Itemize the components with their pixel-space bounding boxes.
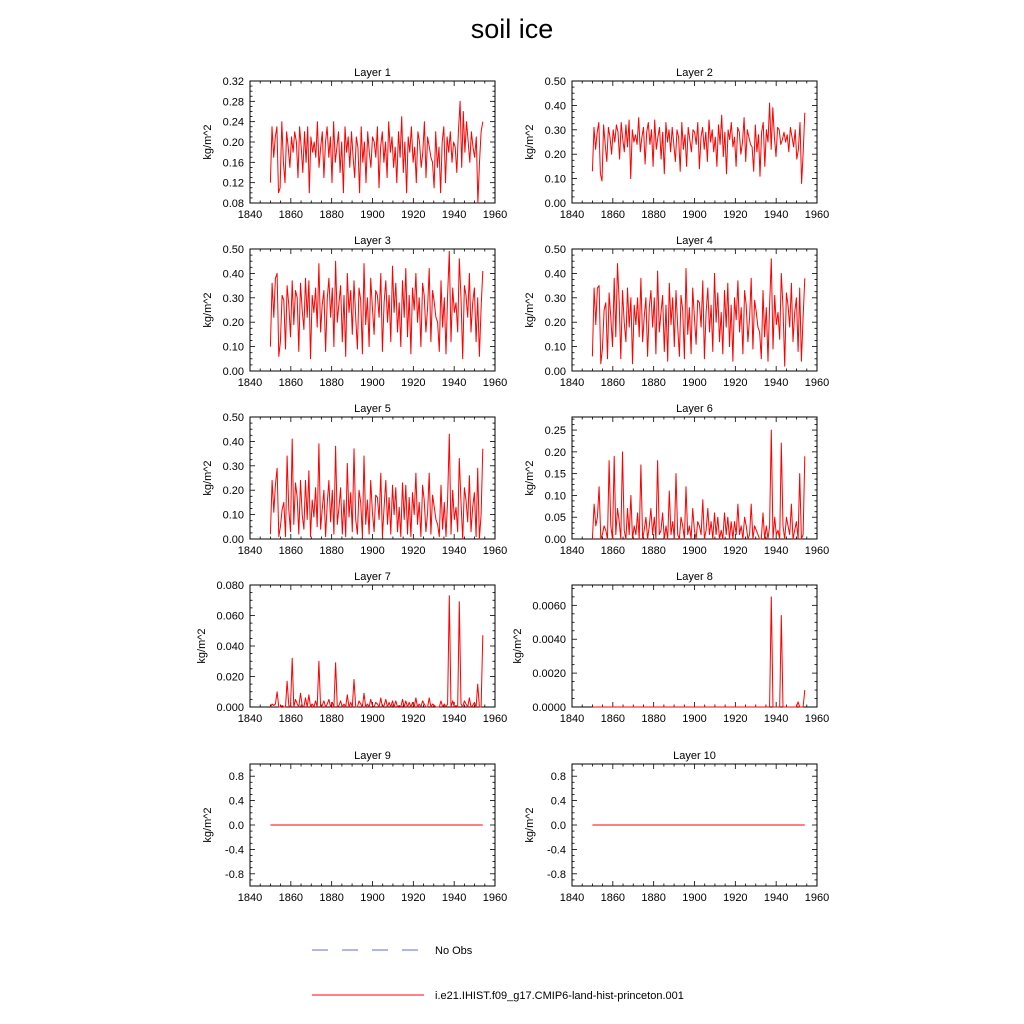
x-tick-label: 1920 — [401, 545, 426, 557]
y-tick-label: 0.50 — [222, 244, 244, 256]
x-tick-label: 1960 — [804, 209, 830, 221]
x-tick-label: 1900 — [682, 892, 707, 904]
x-tick-label: 1860 — [600, 892, 626, 904]
y-tick-label: -0.4 — [547, 844, 566, 857]
x-tick-label: 1960 — [804, 377, 830, 389]
x-tick-label: 1920 — [401, 892, 426, 904]
x-tick-label: 1880 — [641, 545, 666, 557]
y-tick-label: 0.16 — [222, 157, 244, 170]
x-tick-label: 1940 — [441, 209, 467, 221]
y-tick-label: 0.00 — [544, 366, 566, 378]
panel-layer-10 — [524, 750, 829, 904]
y-tick-label: 0.30 — [222, 460, 244, 473]
legend-model-label: i.e21.IHIST.f09_g17.CMIP6-land-hist-princeton.001 — [435, 990, 684, 1002]
y-tick-label: 0.50 — [222, 412, 244, 424]
x-tick-label: 1920 — [401, 713, 426, 725]
x-tick-label: 1860 — [278, 713, 304, 725]
x-tick-label: 1960 — [804, 713, 830, 725]
panel-title: Layer 10 — [673, 750, 716, 762]
x-tick-label: 1920 — [723, 545, 748, 557]
y-tick-label: 0.8 — [228, 771, 244, 784]
y-tick-label: 0.0 — [228, 820, 244, 832]
series-line — [270, 101, 482, 203]
y-tick-label: 0.50 — [544, 244, 566, 256]
x-tick-label: 1920 — [723, 209, 748, 221]
x-tick-label: 1880 — [319, 209, 344, 221]
y-tick-label: 0.080 — [216, 580, 244, 592]
x-tick-label: 1860 — [278, 377, 304, 389]
x-tick-label: 1880 — [641, 377, 666, 389]
panel-title: Layer 1 — [354, 67, 391, 79]
y-tick-label: 0.40 — [222, 436, 244, 449]
y-tick-label: 0.20 — [222, 317, 244, 330]
y-tick-label: 0.12 — [222, 177, 244, 190]
y-tick-label: 0.00 — [222, 366, 244, 378]
x-tick-label: 1860 — [600, 377, 626, 389]
y-axis-label: kg/m^2 — [511, 628, 524, 664]
x-tick-label: 1900 — [360, 377, 385, 389]
y-axis-label: kg/m^2 — [524, 460, 537, 496]
x-tick-label: 1880 — [319, 892, 344, 904]
x-tick-label: 1880 — [641, 713, 666, 725]
y-tick-label: 0.4 — [228, 795, 244, 808]
x-tick-label: 1960 — [482, 377, 508, 389]
panel-title: Layer 4 — [676, 235, 713, 247]
x-tick-label: 1920 — [401, 377, 426, 389]
x-tick-label: 1860 — [600, 209, 626, 221]
y-tick-label: 0.0000 — [532, 702, 566, 714]
x-tick-label: 1880 — [319, 377, 344, 389]
x-tick-label: 1840 — [559, 209, 585, 221]
x-tick-label: 1900 — [360, 545, 385, 557]
x-tick-label: 1920 — [723, 377, 748, 389]
y-axis-label: kg/m^2 — [524, 292, 537, 328]
y-tick-label: 0.00 — [544, 198, 566, 210]
panel-layer-5 — [202, 403, 507, 557]
y-tick-label: 0.50 — [544, 76, 566, 88]
y-tick-label: 0.40 — [544, 268, 566, 281]
y-tick-label: 0.20 — [544, 317, 566, 330]
panel-layer-4 — [524, 235, 829, 389]
y-axis-label: kg/m^2 — [202, 460, 215, 496]
panel-layer-7 — [196, 571, 507, 725]
x-tick-label: 1880 — [319, 713, 344, 725]
x-tick-label: 1960 — [804, 892, 830, 904]
y-tick-label: 0.000 — [216, 702, 244, 714]
y-tick-label: 0.20 — [222, 137, 244, 149]
panel-title: Layer 6 — [676, 403, 713, 415]
y-tick-label: 0.10 — [544, 173, 566, 186]
y-tick-label: 0.10 — [544, 341, 566, 354]
panel-layer-1 — [202, 67, 507, 221]
y-tick-label: 0.30 — [222, 292, 244, 305]
x-tick-label: 1940 — [441, 713, 467, 725]
x-tick-label: 1940 — [763, 209, 789, 221]
x-tick-label: 1940 — [763, 713, 789, 725]
y-axis-label: kg/m^2 — [196, 628, 208, 664]
panel-title: Layer 9 — [354, 750, 391, 762]
series-line — [270, 251, 482, 358]
y-tick-label: 0.060 — [216, 610, 244, 623]
y-tick-label: -0.8 — [225, 868, 244, 881]
legend-obs-label: No Obs — [435, 945, 473, 957]
y-axis-label: kg/m^2 — [202, 292, 215, 328]
panel-title: Layer 7 — [354, 571, 391, 583]
y-axis-label: kg/m^2 — [202, 124, 215, 160]
y-axis-label: kg/m^2 — [524, 807, 537, 843]
x-tick-label: 1920 — [723, 892, 748, 904]
x-tick-label: 1840 — [559, 892, 585, 904]
x-tick-label: 1880 — [319, 545, 344, 557]
series-line — [592, 597, 804, 707]
y-tick-label: 0.25 — [544, 425, 566, 438]
series-line — [592, 259, 804, 366]
x-tick-label: 1860 — [278, 209, 304, 221]
x-tick-label: 1840 — [237, 713, 263, 725]
x-tick-label: 1880 — [641, 209, 666, 221]
x-tick-label: 1940 — [763, 377, 789, 389]
series-line — [270, 434, 482, 539]
series-line — [592, 103, 804, 184]
x-tick-label: 1900 — [360, 209, 385, 221]
x-tick-label: 1940 — [763, 545, 789, 557]
y-tick-label: -0.4 — [225, 844, 244, 857]
panel-layer-9 — [202, 750, 507, 904]
y-tick-label: 0.0020 — [532, 668, 566, 681]
x-tick-label: 1900 — [682, 713, 707, 725]
x-tick-label: 1900 — [682, 545, 707, 557]
y-tick-label: 0.00 — [222, 534, 244, 546]
x-tick-label: 1940 — [763, 892, 789, 904]
y-tick-label: 0.30 — [544, 292, 566, 305]
legend — [312, 945, 684, 1002]
panel-title: Layer 2 — [676, 67, 713, 79]
x-tick-label: 1900 — [682, 377, 707, 389]
x-tick-label: 1940 — [441, 892, 467, 904]
x-tick-label: 1940 — [441, 377, 467, 389]
x-tick-label: 1960 — [482, 892, 508, 904]
y-tick-label: 0.020 — [216, 671, 244, 684]
y-tick-label: 0.40 — [544, 100, 566, 113]
y-tick-label: 0.32 — [222, 76, 244, 88]
y-tick-label: 0.0060 — [532, 600, 566, 613]
y-tick-label: 0.40 — [222, 268, 244, 281]
y-tick-label: 0.10 — [222, 341, 244, 354]
x-tick-label: 1960 — [482, 209, 508, 221]
y-tick-label: 0.28 — [222, 96, 244, 109]
y-tick-label: 0.05 — [544, 512, 566, 525]
x-tick-label: 1840 — [559, 377, 585, 389]
y-tick-label: 0.30 — [544, 124, 566, 137]
x-tick-label: 1940 — [441, 545, 467, 557]
x-tick-label: 1900 — [360, 892, 385, 904]
x-tick-label: 1840 — [237, 892, 263, 904]
series-line — [592, 430, 804, 539]
y-tick-label: 0.15 — [544, 468, 566, 481]
y-tick-label: 0.040 — [216, 641, 244, 653]
panel-layer-8 — [512, 571, 829, 725]
y-tick-label: 0.00 — [544, 534, 566, 546]
x-tick-label: 1960 — [482, 713, 508, 725]
y-tick-label: 0.8 — [550, 771, 566, 784]
x-tick-label: 1860 — [600, 713, 626, 725]
x-tick-label: 1840 — [237, 545, 263, 557]
y-tick-label: 0.20 — [544, 149, 566, 162]
y-tick-label: 0.24 — [222, 116, 244, 129]
x-tick-label: 1860 — [600, 545, 626, 557]
x-tick-label: 1920 — [401, 209, 426, 221]
x-tick-label: 1860 — [278, 545, 304, 557]
x-tick-label: 1880 — [641, 892, 666, 904]
y-tick-label: 0.4 — [550, 795, 566, 808]
x-tick-label: 1860 — [278, 892, 304, 904]
series-line — [270, 596, 482, 707]
y-axis-label: kg/m^2 — [202, 807, 215, 843]
y-tick-label: 0.20 — [222, 485, 244, 498]
x-tick-label: 1840 — [559, 545, 585, 557]
x-tick-label: 1840 — [237, 377, 263, 389]
y-tick-label: 0.10 — [544, 490, 566, 503]
figure-title: soil ice — [470, 14, 554, 44]
y-tick-label: -0.8 — [547, 868, 566, 881]
y-tick-label: 0.0040 — [532, 634, 566, 647]
y-axis-label: kg/m^2 — [524, 124, 537, 160]
panel-layer-2 — [524, 67, 829, 221]
panel-layer-6 — [524, 403, 829, 557]
y-tick-label: 0.20 — [544, 446, 566, 459]
x-tick-label: 1960 — [804, 545, 830, 557]
y-tick-label: 0.08 — [222, 198, 244, 210]
panel-title: Layer 5 — [354, 403, 391, 415]
x-tick-label: 1840 — [559, 713, 585, 725]
y-tick-label: 0.0 — [550, 820, 566, 832]
panel-layer-3 — [202, 235, 507, 389]
x-tick-label: 1900 — [682, 209, 707, 221]
x-tick-label: 1840 — [237, 209, 263, 221]
x-tick-label: 1920 — [723, 713, 748, 725]
panel-title: Layer 3 — [354, 235, 391, 247]
y-tick-label: 0.10 — [222, 509, 244, 522]
x-tick-label: 1900 — [360, 713, 385, 725]
panel-title: Layer 8 — [676, 571, 713, 583]
x-tick-label: 1960 — [482, 545, 508, 557]
